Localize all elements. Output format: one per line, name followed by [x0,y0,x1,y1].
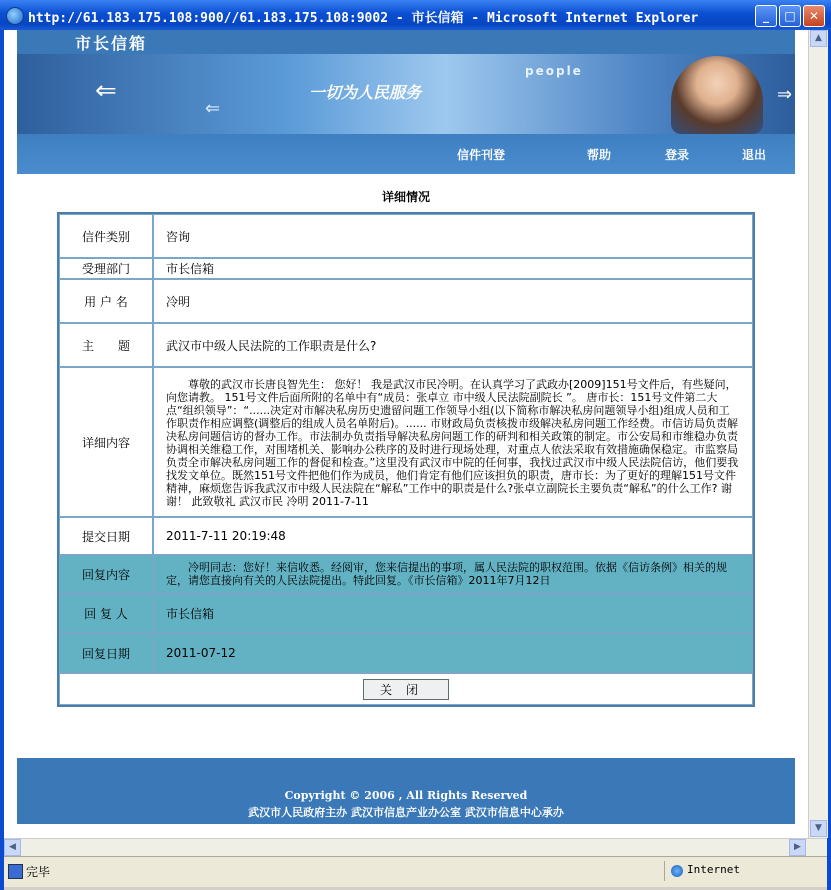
row-value: 2011-7-11 20:19:48 [153,517,753,555]
row-value: 市长信箱 [153,258,753,279]
row-value: 武汉市中级人民法院的工作职责是什么? [153,323,753,367]
page-icon [8,864,23,879]
status-text: 完毕 [26,865,51,879]
operator-photo [671,56,763,134]
row-label: 详细内容 [59,367,153,517]
scroll-up-icon[interactable]: ▲ [810,30,827,47]
site-name: 市长信箱 [17,30,795,54]
footer [17,758,795,824]
close-window-button[interactable]: ✕ [803,5,825,27]
banner-word: people [525,64,583,78]
button-row [59,673,753,705]
table-row [59,517,753,555]
row-label: 主 题 [59,323,153,367]
nav-logout[interactable]: 退出 [742,148,767,162]
ie-icon [6,7,24,25]
reply-value: 市长信箱 [153,593,753,633]
detail-table [57,212,755,707]
reply-content: 冷明同志：您好！来信收悉。经阅审，您来信提出的事项，属人民法院的职权范围。依据《信访条例》相关的规定，请您直接向有关的人民法院提出。特此回复。《市长信箱》2011年7月12日 [153,555,753,593]
status-bar [4,856,827,887]
vertical-scrollbar[interactable] [808,30,828,838]
nav-login[interactable]: 登录 [665,148,690,162]
horizontal-scrollbar[interactable] [4,838,827,856]
reply-label: 回复内容 [59,555,153,593]
browser-viewport [4,30,808,838]
nav-help[interactable]: 帮助 [587,148,612,162]
scroll-left-icon[interactable]: ◀ [4,839,21,856]
left-arrow-icon: ⇐ [205,98,221,119]
window-title: http://61.183.175.108:900//61.183.175.108:9002 - 市长信箱 - Microsoft Internet Explorer [28,11,699,26]
table-row [59,279,753,323]
reply-value: 2011-07-12 [153,633,753,673]
page-title: 详细情况 [381,190,430,204]
nav-letters[interactable]: 信件刊登 [457,148,506,162]
button-cell [59,673,753,705]
scroll-down-icon[interactable]: ▼ [810,820,827,837]
table-row [59,367,753,517]
nav-bar [17,134,795,174]
banner [17,54,795,134]
row-label: 受理部门 [59,258,153,279]
reply-row [59,555,753,593]
page [17,30,795,819]
window-title-bar[interactable] [0,0,831,30]
copyright-text: Copyright © 2006 , All Rights Reserved [284,789,528,802]
maximize-button[interactable]: □ [779,5,801,27]
banner-slogan: 一切为人民服务 [309,83,422,102]
minimize-button[interactable]: _ [755,5,777,27]
zone-text: Internet [687,863,740,876]
reply-row [59,633,753,673]
row-label: 用 户 名 [59,279,153,323]
close-button[interactable]: 关闭 [363,679,449,700]
scroll-right-icon[interactable]: ▶ [789,839,806,856]
security-zone [664,861,815,881]
table-row [59,323,753,367]
row-label: 信件类别 [59,214,153,258]
table-row [59,214,753,258]
table-row [59,258,753,279]
row-label: 提交日期 [59,517,153,555]
reply-label: 回 复 人 [59,593,153,633]
letter-content: 尊敬的武汉市长唐良智先生： 您好！ 我是武汉市民冷明。在认真学习了武政办[2009]151号文件后，有些疑问，向您请教。 151号文件后面所附的名单中有“成员：张卓立 市中级人民法院副院长 ”。 唐市长：151号文件第二大点“组织领导”：“......决定对市解决私房历史遗留问题工作领导小组(以下简称市解决私房问题领导小组)组成人员和工作职责作相应调整(调整后的组成人员名单附后)。...... 市财政局负责核拨市级解决私房问题工作经费。市信访局负责解决私房问题信访的督办工作。市法制办负责指导解决私房问题工作的研判和相关政策的制定。市公安局和市维稳办负责协调相关维稳工作，对围堵机关、影响办公秩序的及时进行现场处理，对重点人依法采取有效措施确保稳定。市监察局负责全市解决私房问题工作的督促和检查。”这里没有武汉市中院的任何事，我找过武汉市中级人民法院信访，他们要我找发文单位。既然151号文件把他们作为成员，他们肯定有他们应该担负的职责，唐市长：为了更好的理解151号文件精神，麻烦您告诉我武汉市中级人民法院在“解私”工作中的职责是什么?张卓立副院长主要负责“解私”的什么工作? 谢谢！ 此致敬礼 武汉市民 冷明 2011-7-11 [153,367,753,517]
left-arrow-icon: ⇐ [95,76,117,106]
reply-row [59,593,753,633]
globe-icon [671,865,683,877]
row-value: 冷明 [153,279,753,323]
organizers-text: 武汉市人民政府主办 武汉市信息产业办公室 武汉市信息中心承办 [248,806,564,819]
reply-label: 回复日期 [59,633,153,673]
row-value: 咨询 [153,214,753,258]
right-arrow-icon: ⇒ [777,84,793,105]
